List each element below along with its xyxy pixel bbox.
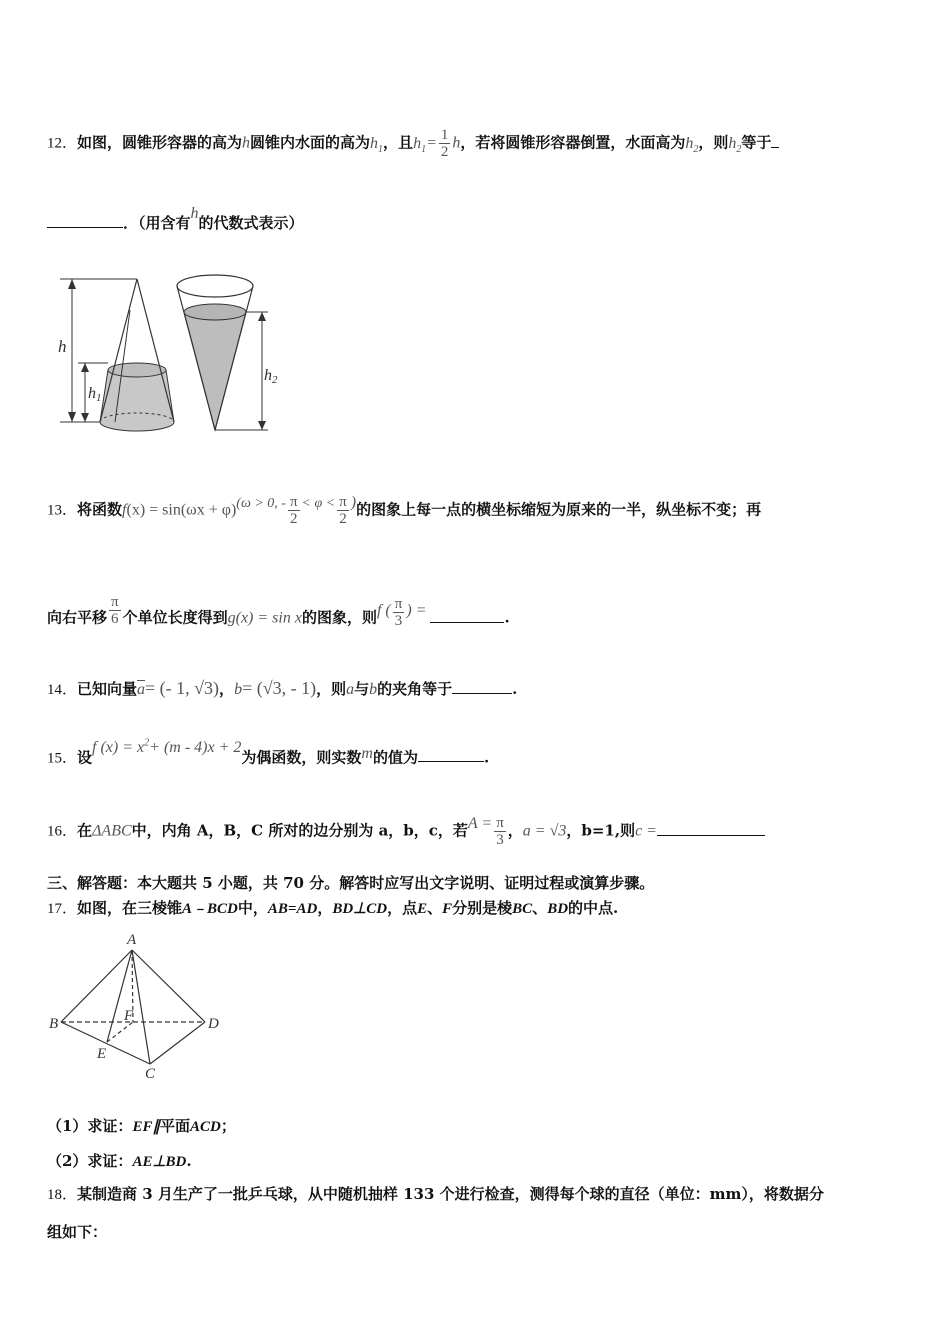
q12-h2: $h_2$ bbox=[685, 134, 699, 155]
q12-eq-lhs: $h_1$ bbox=[413, 134, 427, 155]
q14-vector-a: $\overline{a}$ bbox=[137, 681, 146, 698]
q12-h1: $h_1$ bbox=[370, 134, 384, 155]
q14-answer-blank bbox=[452, 679, 512, 694]
q18-text-1: 某制造商 3 月生产了一批乒乓球，从中随机抽样 133 个进行检查，测得每个球的直径（单位：mm），将数据分 bbox=[77, 1185, 824, 1203]
q13-text-2: 的图象上每一点的横坐标缩短为原来的一半，纵坐标不变；再 bbox=[356, 500, 762, 519]
q12-text-2: 圆锥内水面的高为 bbox=[250, 133, 371, 152]
q14-text-4: 的夹角等于 bbox=[377, 680, 453, 698]
q15-m: m bbox=[361, 745, 373, 763]
q15-fx: f $(x) = x^2+ (m - 4)x + 2$ bbox=[92, 738, 242, 757]
q18-line2: 组如下： bbox=[47, 1223, 108, 1241]
q14-text-2: ，则 bbox=[316, 680, 347, 698]
q13-pi-over-6: $\frac{\pi}{6}$ bbox=[111, 594, 119, 627]
q12-text-1: 如图，圆锥形容器的高为 bbox=[77, 133, 243, 152]
q16-text-1: 在 bbox=[77, 821, 93, 840]
q12-answer-blank bbox=[47, 213, 123, 228]
q13-f2-end: ) = bbox=[406, 601, 427, 619]
fig-label-A: A bbox=[127, 932, 137, 948]
fig-label-C: C bbox=[145, 1066, 156, 1080]
q12-eq-mid: = bbox=[426, 134, 437, 152]
q14-text-5: . bbox=[512, 680, 518, 698]
q15-text-2: 为偶函数，则实数 bbox=[241, 748, 362, 767]
q16-number: 16． bbox=[47, 823, 78, 840]
q15-number: 15． bbox=[47, 750, 78, 767]
q17-text-2: 中， bbox=[237, 899, 268, 917]
q13-cond: (ω > 0, - bbox=[236, 495, 286, 511]
q13-pi-over-2-b: $\frac{\pi}{2}$ bbox=[339, 494, 347, 527]
q14-b2: b bbox=[369, 681, 378, 698]
q12-cone-figure bbox=[50, 270, 290, 440]
q13-line1 bbox=[47, 494, 761, 527]
q13-gx: g(x) = sin x bbox=[227, 609, 302, 627]
q12-text-7: ．（用含有 bbox=[123, 214, 191, 232]
q17-number: 17． bbox=[47, 901, 78, 917]
q16-line bbox=[47, 815, 765, 848]
q16-text-2: 中，内角 A，B，C 所对的边分别为 a，b，c，若 bbox=[131, 821, 468, 840]
fig-label-D: D bbox=[208, 1016, 219, 1032]
fig-label-h: h bbox=[58, 337, 67, 356]
q16-text-3: ，b=1,则 bbox=[566, 821, 636, 840]
q16-c: c = bbox=[635, 822, 657, 840]
q13-line2 bbox=[47, 594, 510, 635]
q17-text-4: ，点 bbox=[387, 899, 418, 917]
q15-text-3: 的值为 bbox=[372, 748, 418, 767]
inverted-cone bbox=[177, 275, 278, 430]
fig-label-h2: h2 bbox=[264, 367, 278, 386]
fig-label-h1: h1 bbox=[88, 385, 102, 404]
q12-eq-rhs: h bbox=[452, 134, 461, 152]
upright-cone bbox=[58, 279, 174, 431]
q17-part2 bbox=[47, 1151, 192, 1172]
q16-comma: ， bbox=[507, 821, 523, 840]
q13-f: f bbox=[122, 501, 127, 519]
q17-part1-math2: ACD bbox=[189, 1119, 221, 1135]
q17-text-5: 、 bbox=[427, 899, 443, 917]
q16-pi-over-3: $\frac{\pi}{3}$ bbox=[496, 815, 504, 848]
q17-math-1: A﹣BCD bbox=[182, 901, 238, 917]
q12-fraction: $\frac{1}{2}$ bbox=[440, 127, 449, 160]
fig-label-E: E bbox=[97, 1046, 107, 1062]
q12-text-4: ，若将圆锥形容器倒置，水面高为 bbox=[460, 133, 686, 152]
q13-f2: f ( bbox=[376, 601, 391, 619]
q17-text-3: ， bbox=[317, 899, 333, 917]
q12-text-3: ，且 bbox=[383, 133, 414, 152]
q14-a2: a bbox=[346, 681, 355, 698]
q12-line1 bbox=[47, 127, 779, 160]
q13-answer-blank bbox=[430, 608, 504, 623]
q17-text-6: 分别是棱 bbox=[452, 899, 513, 917]
fig-label-B: B bbox=[49, 1016, 59, 1032]
q12-text-5: ，则 bbox=[698, 133, 729, 152]
q13-pi-over-3: $\frac{\pi}{3}$ bbox=[394, 596, 403, 629]
q17-math-6: BC bbox=[512, 901, 533, 917]
q14-text-3: 与 bbox=[354, 680, 370, 698]
q14-b-value: = (√3, - 1) bbox=[242, 678, 317, 698]
q18-number: 18． bbox=[47, 1187, 78, 1203]
q17-part1 bbox=[47, 1116, 236, 1137]
q17-part1-math: EF∥ bbox=[132, 1119, 160, 1135]
q12-h3: h bbox=[190, 205, 199, 222]
q17-math-4: E bbox=[417, 901, 428, 917]
q17-math-3: BD⊥CD bbox=[332, 901, 388, 917]
q13-text-5: 的图象，则 bbox=[301, 608, 377, 627]
q12-blank-start bbox=[771, 133, 779, 148]
q17-text-7: 、 bbox=[532, 899, 548, 917]
q14-vector-b: b bbox=[234, 681, 243, 698]
q14-a-value: = (- 1, √3) bbox=[145, 678, 220, 698]
q16-A: A = bbox=[467, 814, 493, 832]
q15-text-4: . bbox=[483, 748, 490, 767]
q17-part1-text: 平面 bbox=[159, 1117, 190, 1135]
q17-part2-math: AE⊥BD bbox=[132, 1154, 187, 1170]
q17-math-2: AB=AD bbox=[267, 901, 318, 917]
q15-line bbox=[47, 738, 490, 768]
q14-comma: ， bbox=[219, 680, 235, 698]
q12-text-8: 的代数式表示） bbox=[198, 214, 304, 232]
q12-h: h bbox=[242, 134, 251, 152]
q17-part1-end: ； bbox=[220, 1117, 236, 1135]
q17-part2-end: . bbox=[186, 1152, 192, 1170]
q13-fx: (x) = sin(ωx + φ) bbox=[126, 501, 237, 519]
q17-part1-label: （1）求证： bbox=[47, 1117, 133, 1135]
q17-math-5: F bbox=[442, 901, 453, 917]
q12-line2 bbox=[47, 205, 304, 234]
q16-triangle: ΔABC bbox=[92, 822, 132, 840]
q17-tetrahedron-figure bbox=[45, 930, 235, 1080]
q14-number: 14． bbox=[47, 682, 78, 698]
q16-answer-blank bbox=[657, 821, 765, 836]
q17-text-8: 的中点. bbox=[568, 899, 619, 917]
q12-h2b: $h_2$ bbox=[728, 134, 742, 155]
q14-text-1: 已知向量 bbox=[77, 680, 138, 698]
q15-answer-blank bbox=[418, 747, 484, 762]
q13-text-4: 个单位长度得到 bbox=[122, 608, 228, 627]
q13-text-1: 将函数 bbox=[77, 500, 123, 519]
q13-cond-mid: < φ < bbox=[301, 495, 336, 511]
q13-pi-over-2-a: $\frac{\pi}{2}$ bbox=[289, 494, 298, 527]
q17-text-1: 如图，在三棱锥 bbox=[77, 899, 183, 917]
q18-line1 bbox=[47, 1184, 824, 1205]
q17-part2-label: （2）求证： bbox=[47, 1152, 133, 1170]
q16-a: a = √3 bbox=[522, 822, 567, 840]
q13-text-3: 向右平移 bbox=[47, 608, 108, 627]
q15-text-1: 设 bbox=[77, 748, 93, 767]
q12-text-6: 等于 bbox=[741, 133, 772, 152]
q17-line bbox=[47, 898, 618, 919]
q12-number: 12． bbox=[47, 135, 78, 152]
section3-title: 三、解答题：本大题共 5 小题，共 70 分。解答时应写出文字说明、证明过程或演算步骤。 bbox=[47, 874, 655, 892]
q13-number: 13． bbox=[47, 502, 78, 519]
q13-text-6: . bbox=[504, 608, 510, 627]
q17-math-7: BD bbox=[547, 901, 569, 917]
fig-label-F: F bbox=[124, 1008, 134, 1024]
q13-cond-end: ) bbox=[350, 493, 357, 511]
q14-line bbox=[47, 678, 517, 700]
